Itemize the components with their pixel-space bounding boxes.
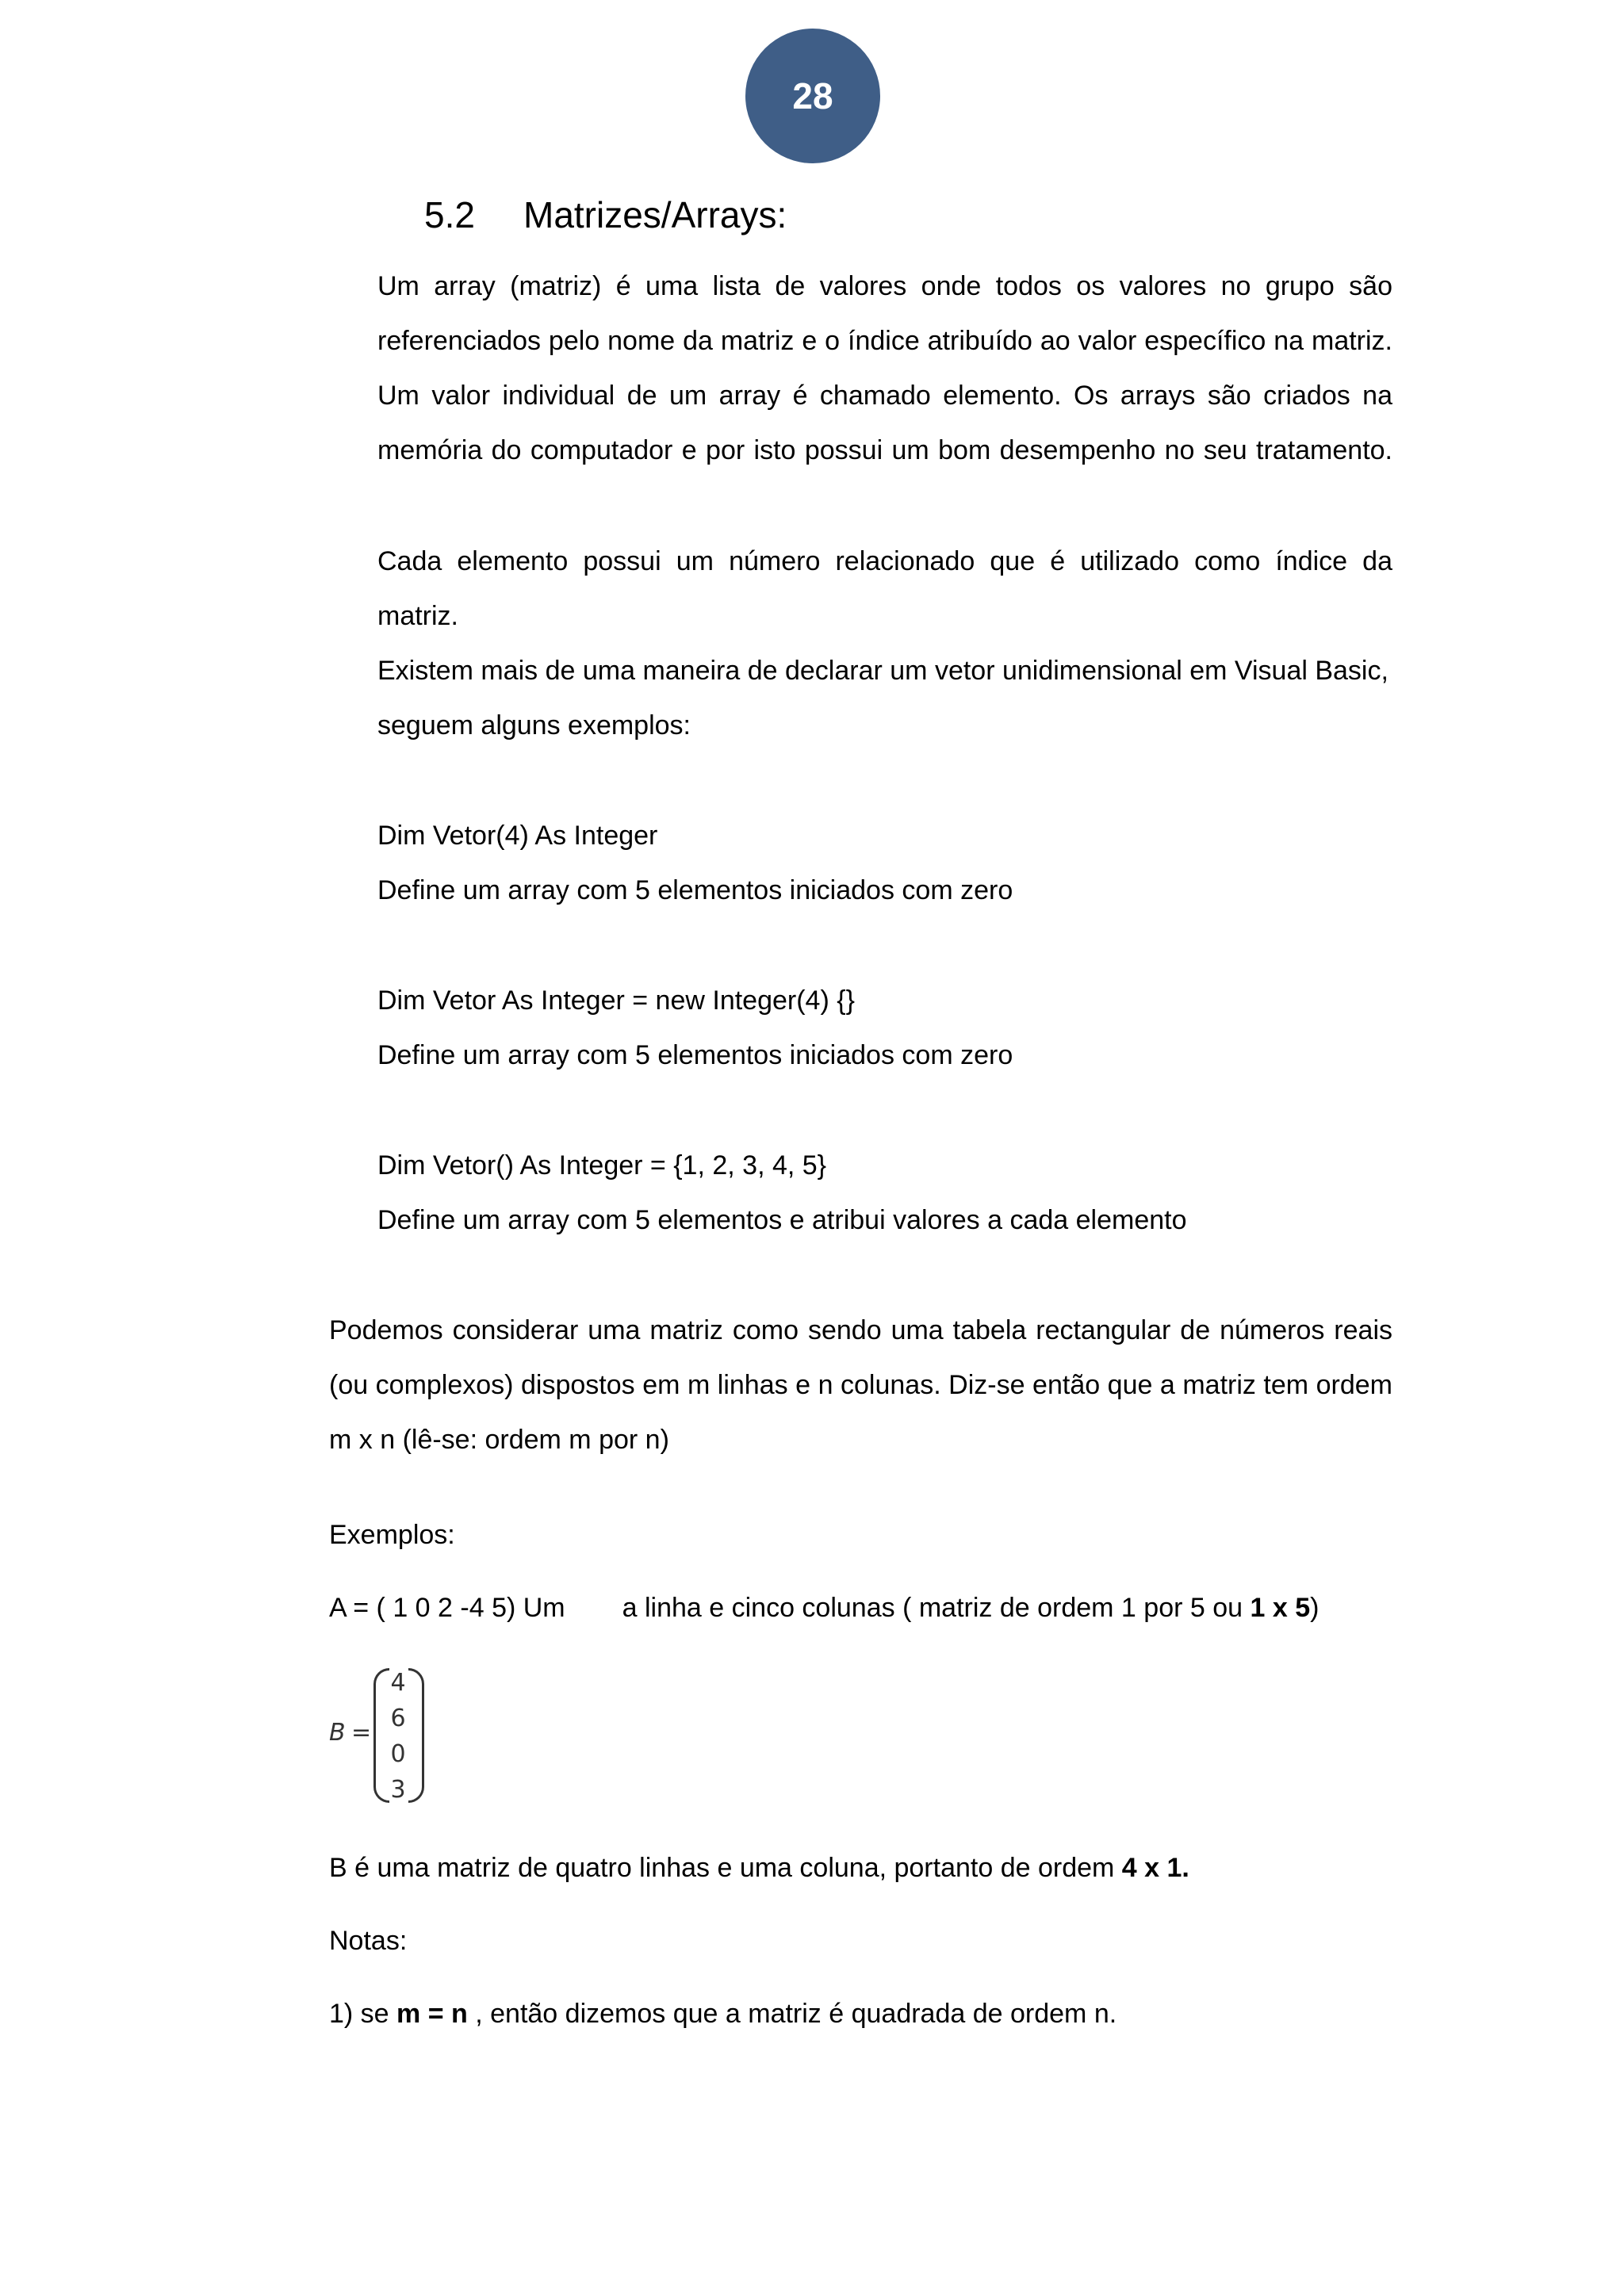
matrix-b-cell: 0 — [390, 1740, 406, 1768]
para1-line-3: Um valor individual de um array é chamado elemento. Os arrays são criados na — [377, 381, 1392, 411]
para2-line-2: matriz. — [377, 601, 458, 631]
matrix-b-cell: 4 — [390, 1669, 406, 1697]
matrix-b-cell: 6 — [390, 1705, 406, 1732]
para1-line-4: memória do computador e por isto possui um bom desempenho no seu tratamento. — [377, 435, 1392, 465]
page-number: 28 — [792, 75, 833, 117]
b-desc-text: B é uma matriz de quatro linhas e uma coluna, portanto de ordem — [329, 1853, 1122, 1883]
para1-line-1: Um array (matriz) é uma lista de valores onde todos os valores no grupo são — [377, 271, 1392, 301]
para3-line-2: seguem alguns exemplos: — [377, 710, 691, 740]
exemplos-label: Exemplos: — [329, 1520, 455, 1550]
left-paren — [373, 1668, 389, 1803]
example-a-suffix: ) — [1310, 1593, 1320, 1623]
nota-1-condition: m = n — [396, 1999, 468, 2029]
example-a-prefix: A = ( 1 0 2 -4 5) Um — [329, 1593, 565, 1623]
matrix-b-label: B — [329, 1719, 346, 1747]
example-a-line — [329, 1590, 1319, 1625]
para4-line-1: Podemos considerar uma matriz como sendo uma tabela rectangular de números reais — [329, 1315, 1392, 1345]
nota-1-suffix: , então dizemos que a matriz é quadrada de ordem n. — [467, 1999, 1117, 2029]
matrix-b-column — [388, 1665, 408, 1808]
matrix-b-equals: = — [351, 1719, 372, 1747]
para2-line-1: Cada elemento possui um número relacionado que é utilizado como índice da — [377, 546, 1392, 576]
page-number-badge — [745, 29, 880, 163]
example-1-desc: Define um array com 5 elementos iniciados com zero — [377, 875, 1013, 905]
para1-line-2: referenciados pelo nome da matriz e o índice atribuído ao valor específico na matriz. — [377, 326, 1392, 356]
right-paren — [408, 1668, 424, 1803]
example-3-desc: Define um array com 5 elementos e atribui valores a cada elemento — [377, 1205, 1187, 1235]
example-a-order: 1 x 5 — [1250, 1593, 1311, 1623]
b-desc-order: 4 x 1. — [1121, 1853, 1189, 1883]
nota-1-prefix: 1) se — [329, 1999, 397, 2029]
section-heading — [424, 193, 787, 236]
matrix-b — [329, 1665, 432, 1808]
para4-line-3: m x n (lê-se: ordem m por n) — [329, 1425, 669, 1455]
para3-line-1: Existem mais de uma maneira de declarar um vetor unidimensional em Visual Basic, — [377, 656, 1388, 686]
section-title: Matrizes/Arrays: — [523, 194, 787, 235]
matrix-b-cell: 3 — [390, 1776, 406, 1804]
b-description — [329, 1850, 1189, 1885]
example-a-text: a linha e cinco colunas ( matriz de ordem 1 por 5 ou — [622, 1593, 1251, 1623]
example-2-desc: Define um array com 5 elementos iniciados com zero — [377, 1040, 1013, 1070]
example-3-code: Dim Vetor() As Integer = {1, 2, 3, 4, 5} — [377, 1150, 827, 1181]
para4-line-2: (ou complexos) dispostos em m linhas e n colunas. Diz-se então que a matriz tem ordem — [329, 1370, 1392, 1400]
example-1-code: Dim Vetor(4) As Integer — [377, 821, 658, 851]
section-number: 5.2 — [424, 194, 475, 235]
notas-label: Notas: — [329, 1926, 408, 1956]
nota-1 — [329, 1996, 1116, 2031]
example-2-code: Dim Vetor As Integer = new Integer(4) {} — [377, 985, 855, 1016]
